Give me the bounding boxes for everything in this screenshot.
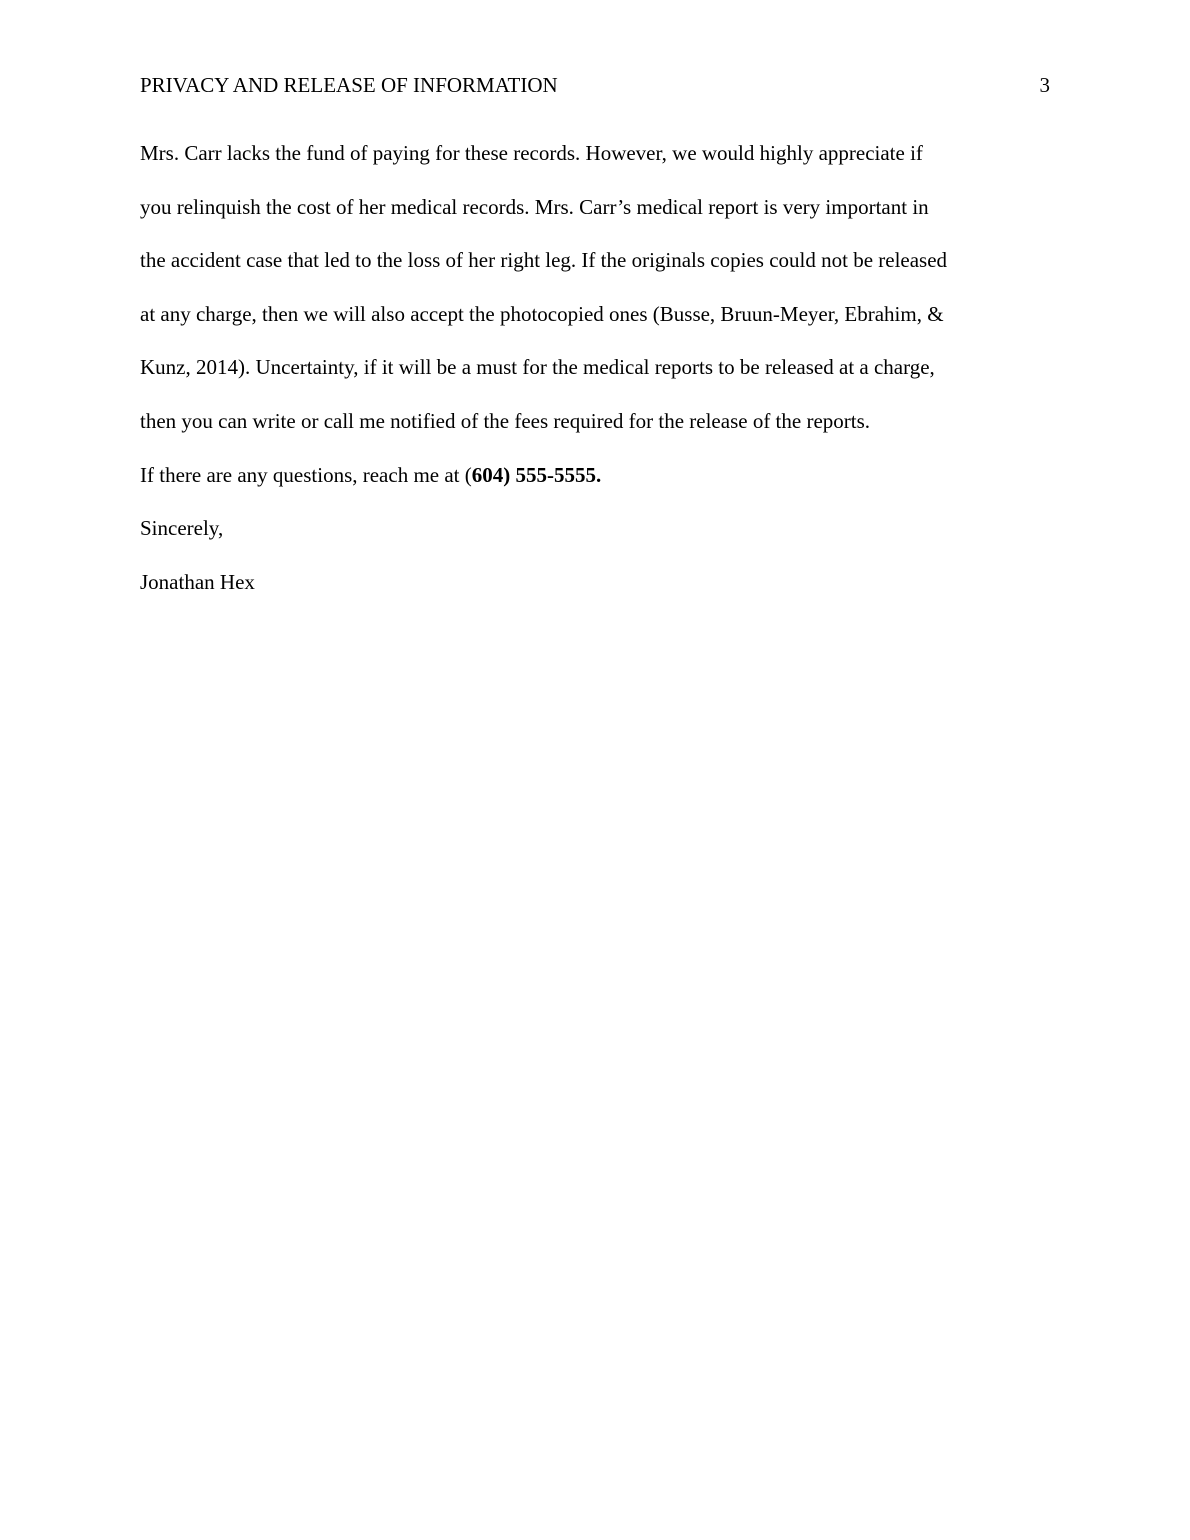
signature-name: Jonathan Hex [140, 569, 255, 594]
paragraph-line: at any charge, then we will also accept the photocopied ones (Busse, Bruun-Meyer, Ebrahim, & [140, 301, 944, 326]
running-header [140, 70, 1050, 100]
contact-line [140, 449, 1040, 503]
closing: Sincerely, [140, 516, 224, 541]
contact-phone: 604) 555-5555. [471, 462, 602, 487]
paragraph-line: then you can write or call me notified of the fees required for the release of the reports. [140, 408, 871, 433]
letter-body [140, 127, 1040, 609]
paragraph-line: Mrs. Carr lacks the fund of paying for these records. However, we would highly appreciate if [140, 141, 923, 165]
paragraph-line: Kunz, 2014). Uncertainty, if it will be a must for the medical reports to be released at a charge, [140, 355, 935, 380]
contact-prefix: If there are any questions, reach me at ( [140, 462, 472, 487]
header-title: PRIVACY AND RELEASE OF INFORMATION [140, 73, 558, 97]
page-number: 3 [1039, 73, 1050, 97]
paragraph-line: you relinquish the cost of her medical records. Mrs. Carr’s medical report is very important in [140, 194, 929, 219]
paragraph-line: the accident case that led to the loss of her right leg. If the originals copies could not be released [140, 248, 948, 273]
